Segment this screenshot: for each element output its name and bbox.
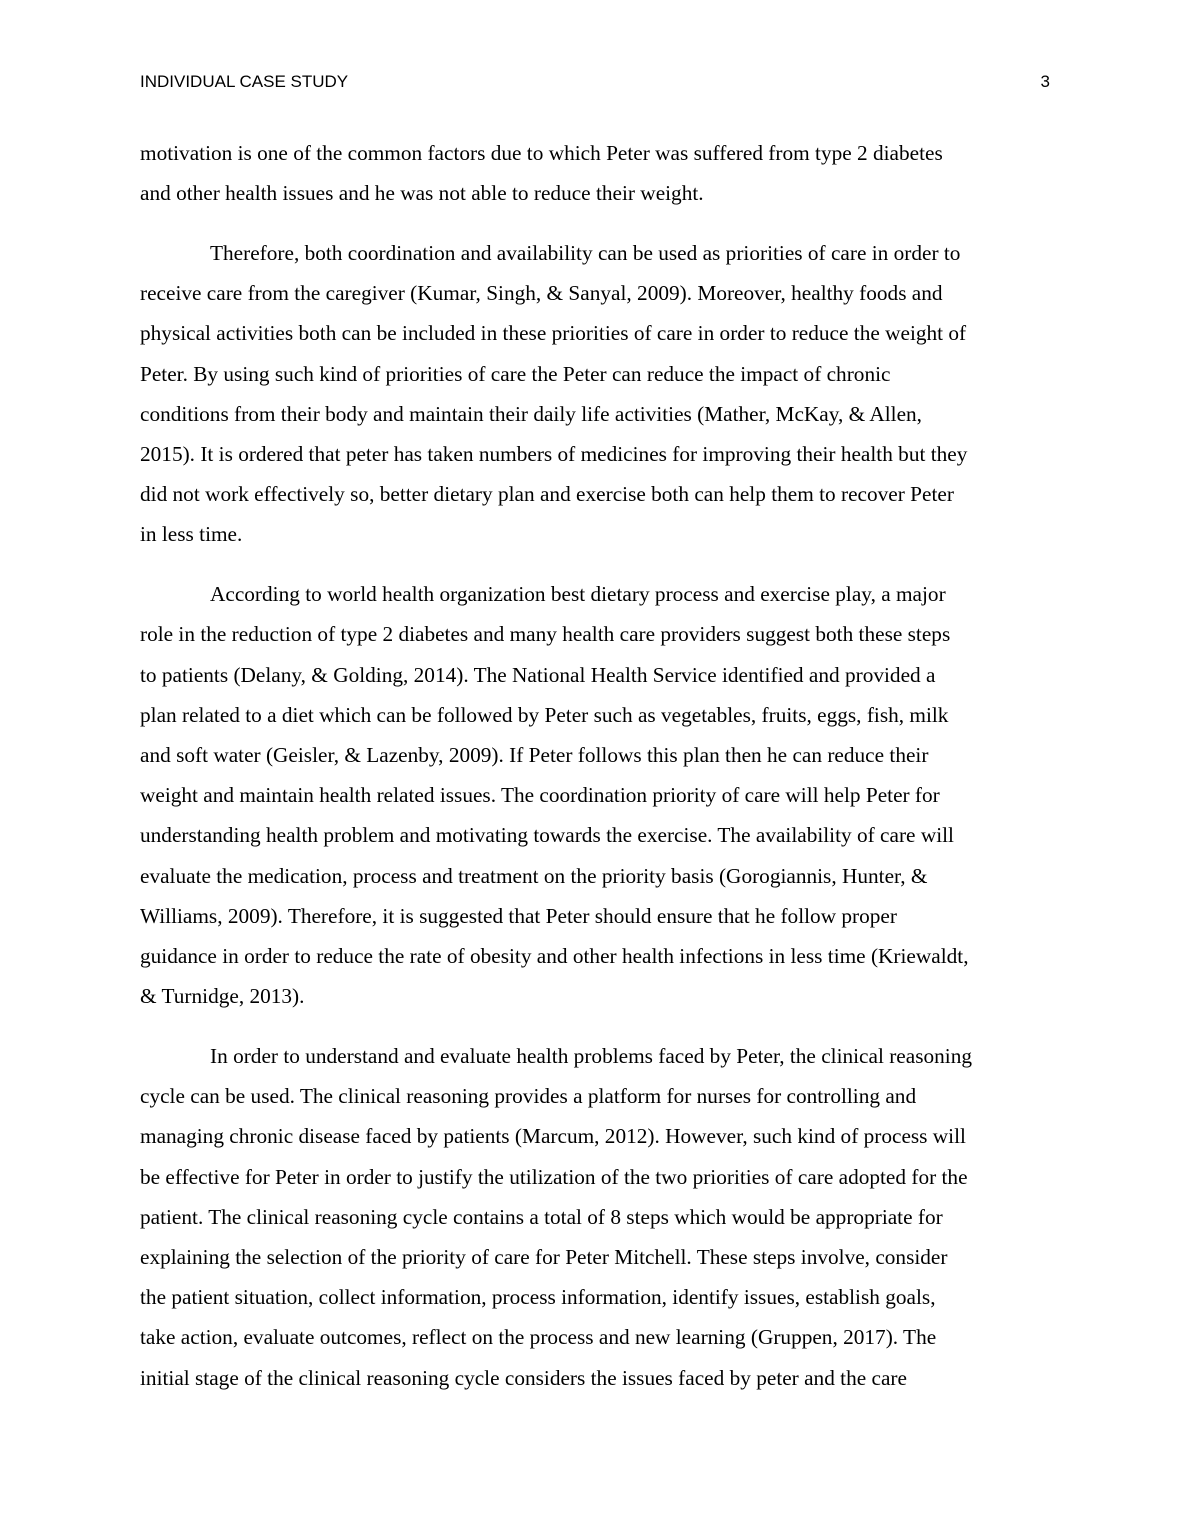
text-line: evaluate the medication, process and treatment on the priority basis (Gorogiannis, Hunter, & <box>140 863 928 888</box>
text-line-first <box>140 574 1050 614</box>
text-line: Williams, 2009). Therefore, it is suggested that Peter should ensure that he follow proper <box>140 903 897 928</box>
paragraph-1 <box>140 133 1050 213</box>
text-line: patient. The clinical reasoning cycle contains a total of 8 steps which would be appropriate for <box>140 1204 943 1229</box>
text-line: & Turnidge, 2013). <box>140 984 305 1009</box>
text-line: Peter. By using such kind of priorities of care the Peter can reduce the impact of chronic <box>140 361 891 386</box>
page-number: 3 <box>1040 72 1050 91</box>
page-header <box>140 72 1050 96</box>
text-line-content: In order to understand and evaluate health problems faced by Peter, the clinical reasoning <box>210 1044 972 1069</box>
text-line-content: According to world health organization best dietary process and exercise play, a major <box>210 582 946 607</box>
text-line: physical activities both can be included in these priorities of care in order to reduce the weight of <box>140 321 967 346</box>
text-line: explaining the selection of the priority of care for Peter Mitchell. These steps involve, consider <box>140 1245 948 1270</box>
text-line-first <box>140 1036 1050 1076</box>
text-line: understanding health problem and motivating towards the exercise. The availability of care will <box>140 823 954 848</box>
running-head-title: INDIVIDUAL CASE STUDY <box>140 72 349 91</box>
text-line: motivation is one of the common factors due to which Peter was suffered from type 2 diabetes <box>140 141 943 165</box>
text-line: cycle can be used. The clinical reasoning provides a platform for nurses for controlling and <box>140 1084 917 1109</box>
paragraph-4 <box>140 1036 1050 1398</box>
text-line: managing chronic disease faced by patients (Marcum, 2012). However, such kind of process will <box>140 1124 966 1149</box>
text-line: and other health issues and he was not able to reduce their weight. <box>140 181 704 206</box>
document-body <box>140 133 1050 1417</box>
text-line: be effective for Peter in order to justify the utilization of the two priorities of care adopted for the <box>140 1164 968 1189</box>
text-line-first <box>140 233 1050 273</box>
text-line: weight and maintain health related issues. The coordination priority of care will help Peter for <box>140 783 940 808</box>
text-line: to patients (Delany, & Golding, 2014). The National Health Service identified and provided a <box>140 662 936 687</box>
text-line: guidance in order to reduce the rate of obesity and other health infections in less time (Kriewaldt, <box>140 944 969 969</box>
text-line: in less time. <box>140 522 243 547</box>
text-line: receive care from the caregiver (Kumar, Singh, & Sanyal, 2009). Moreover, healthy foods and <box>140 281 943 306</box>
paragraph-2 <box>140 233 1050 555</box>
text-line: take action, evaluate outcomes, reflect on the process and new learning (Gruppen, 2017). The <box>140 1325 937 1350</box>
text-line: did not work effectively so, better dietary plan and exercise both can help them to recover Peter <box>140 482 954 507</box>
text-line: and soft water (Geisler, & Lazenby, 2009). If Peter follows this plan then he can reduce their <box>140 743 929 768</box>
text-line: role in the reduction of type 2 diabetes and many health care providers suggest both these steps <box>140 622 951 647</box>
text-line: plan related to a diet which can be followed by Peter such as vegetables, fruits, eggs, fish, milk <box>140 702 949 727</box>
text-line-content: Therefore, both coordination and availability can be used as priorities of care in order to <box>210 241 961 265</box>
text-line: 2015). It is ordered that peter has taken numbers of medicines for improving their health but they <box>140 442 968 467</box>
text-line: conditions from their body and maintain their daily life activities (Mather, McKay, & Allen, <box>140 401 923 426</box>
text-line: initial stage of the clinical reasoning cycle considers the issues faced by peter and the care <box>140 1365 907 1390</box>
text-line: the patient situation, collect information, process information, identify issues, establish goals, <box>140 1285 936 1310</box>
paragraph-3 <box>140 574 1050 1016</box>
